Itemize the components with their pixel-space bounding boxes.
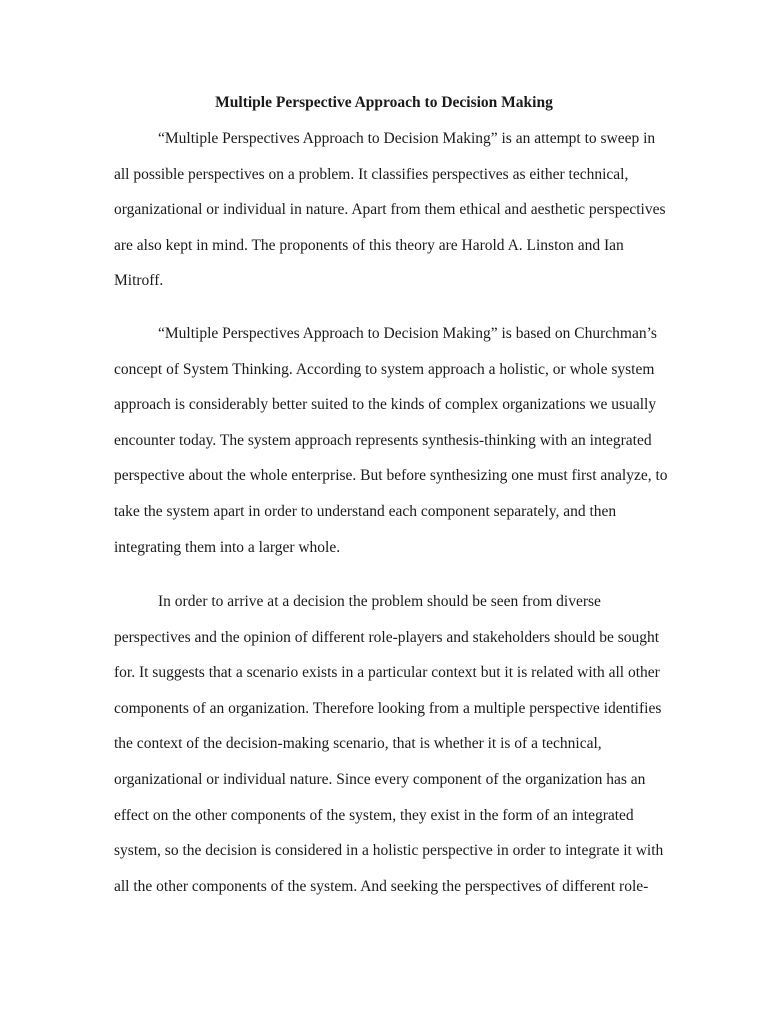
paragraph-line: organizational or individual nature. Since every component of the organization has an	[114, 770, 646, 788]
paragraph-line: “Multiple Perspectives Approach to Decision Making” is an attempt to sweep in	[158, 130, 656, 147]
paragraph-line: are also kept in mind. The proponents of this theory are Harold A. Linston and Ian	[114, 236, 624, 254]
paragraph-line: In order to arrive at a decision the problem should be seen from diverse	[158, 593, 601, 610]
paragraph-line: organizational or individual in nature. Apart from them ethical and aesthetic perspectives	[114, 201, 666, 219]
paragraph-line: approach is considerably better suited to the kinds of complex organizations we usually	[114, 396, 657, 414]
paragraph-line: perspectives and the opinion of different role-players and stakeholders should be sought	[114, 628, 660, 646]
document-title: Multiple Perspective Approach to Decision Making	[215, 94, 553, 111]
paragraph-line: all the other components of the system. And seeking the perspectives of different role-	[114, 877, 649, 895]
paragraph-line: encounter today. The system approach represents synthesis-thinking with an integrated	[114, 431, 652, 449]
paragraph-line: the context of the decision-making scenario, that is whether it is of a technical,	[114, 735, 602, 753]
paragraph-line: all possible perspectives on a problem. It classifies perspectives as either technical,	[114, 165, 629, 183]
paragraph-line: effect on the other components of the system, they exist in the form of an integrated	[114, 806, 634, 824]
paragraph-line: system, so the decision is considered in a holistic perspective in order to integrate it with	[114, 842, 664, 860]
paragraph-line: take the system apart in order to understand each component separately, and then	[114, 502, 617, 520]
paragraph-line: components of an organization. Therefore looking from a multiple perspective identifies	[114, 699, 662, 717]
paragraph-line: “Multiple Perspectives Approach to Decision Making” is based on Churchman’s	[158, 325, 657, 342]
paragraph-1	[114, 121, 666, 299]
paragraph-line: for. It suggests that a scenario exists in a particular context but it is related with all other	[114, 664, 660, 682]
paragraph-line: Mitroff.	[114, 272, 164, 290]
paragraph-line: concept of System Thinking. According to system approach a holistic, or whole system	[114, 360, 655, 378]
paragraph-line: integrating them into a larger whole.	[114, 538, 341, 556]
paragraph-3	[114, 584, 664, 904]
paragraph-2	[114, 316, 668, 565]
paragraph-line: perspective about the whole enterprise. But before synthesizing one must first analyze, to	[114, 467, 668, 485]
